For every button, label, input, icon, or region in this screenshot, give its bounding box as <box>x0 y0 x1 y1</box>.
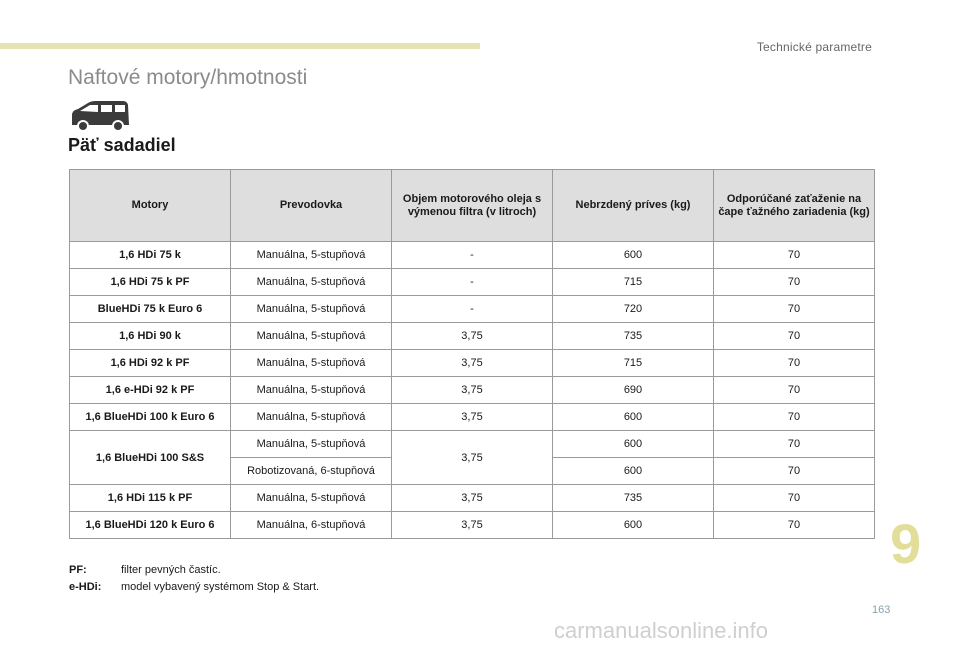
engine-cell: 1,6 e-HDi 92 k PF <box>70 377 231 404</box>
footnote-item <box>69 579 319 596</box>
gearbox-cell: Robotizovaná, 6-stupňová <box>231 458 392 485</box>
subtitle: Päť sadadiel <box>68 135 176 155</box>
oil-cell: 3,75 <box>392 404 553 431</box>
oil-cell: 3,75 <box>392 485 553 512</box>
engine-cell: 1,6 HDi 75 k PF <box>70 269 231 296</box>
column-header: Nebrzdený príves (kg) <box>553 170 714 242</box>
gearbox-cell: Manuálna, 5-stupňová <box>231 431 392 458</box>
trailer-cell: 735 <box>553 323 714 350</box>
table-row <box>70 269 875 296</box>
table-row <box>70 404 875 431</box>
column-header: Motory <box>70 170 231 242</box>
gearbox-cell: Manuálna, 5-stupňová <box>231 485 392 512</box>
load-cell: 70 <box>714 377 875 404</box>
trailer-cell: 715 <box>553 269 714 296</box>
load-cell: 70 <box>714 485 875 512</box>
table-row <box>70 323 875 350</box>
table-header-row <box>70 170 875 242</box>
oil-cell: 3,75 <box>392 350 553 377</box>
trailer-cell: 600 <box>553 242 714 269</box>
trailer-cell: 600 <box>553 404 714 431</box>
footnote-term: PF: <box>69 564 87 576</box>
chapter-number: 9 <box>890 512 922 575</box>
footnote-definition: filter pevných častíc. <box>121 564 221 576</box>
load-cell: 70 <box>714 431 875 458</box>
trailer-cell: 600 <box>553 512 714 539</box>
gearbox-cell: Manuálna, 5-stupňová <box>231 269 392 296</box>
footnote-item <box>69 562 319 579</box>
oil-cell: 3,75 <box>392 431 553 485</box>
column-header: Prevodovka <box>231 170 392 242</box>
table-row <box>70 350 875 377</box>
column-header: Objem motorového oleja s výmenou filtra (v litroch) <box>392 170 553 242</box>
page-number: 163 <box>872 604 891 616</box>
section-header: Technické parametre <box>756 40 872 54</box>
engine-cell: 1,6 HDi 75 k <box>70 242 231 269</box>
trailer-cell: 690 <box>553 377 714 404</box>
table-row <box>70 485 875 512</box>
engine-cell: 1,6 BlueHDi 120 k Euro 6 <box>70 512 231 539</box>
engine-cell: BlueHDi 75 k Euro 6 <box>70 296 231 323</box>
spec-table <box>69 169 875 539</box>
load-cell: 70 <box>714 404 875 431</box>
gearbox-cell: Manuálna, 5-stupňová <box>231 242 392 269</box>
gearbox-cell: Manuálna, 5-stupňová <box>231 323 392 350</box>
gearbox-cell: Manuálna, 5-stupňová <box>231 350 392 377</box>
table-row <box>70 377 875 404</box>
gearbox-cell: Manuálna, 5-stupňová <box>231 404 392 431</box>
table-row <box>70 242 875 269</box>
engine-cell: 1,6 HDi 90 k <box>70 323 231 350</box>
van-icon <box>68 98 132 134</box>
engine-cell: 1,6 BlueHDi 100 S&S <box>70 431 231 485</box>
gearbox-cell: Manuálna, 6-stupňová <box>231 512 392 539</box>
trailer-cell: 600 <box>553 458 714 485</box>
load-cell: 70 <box>714 458 875 485</box>
table-row <box>70 512 875 539</box>
oil-cell: - <box>392 242 553 269</box>
load-cell: 70 <box>714 242 875 269</box>
footnote-term: e-HDi: <box>69 581 102 593</box>
trailer-cell: 715 <box>553 350 714 377</box>
page-title: Naftové motory/hmotnosti <box>68 66 308 89</box>
oil-cell: - <box>392 296 553 323</box>
engine-cell: 1,6 HDi 115 k PF <box>70 485 231 512</box>
table-row <box>70 431 875 458</box>
gearbox-cell: Manuálna, 5-stupňová <box>231 377 392 404</box>
load-cell: 70 <box>714 296 875 323</box>
footnotes <box>69 562 319 596</box>
load-cell: 70 <box>714 323 875 350</box>
oil-cell: 3,75 <box>392 512 553 539</box>
trailer-cell: 600 <box>553 431 714 458</box>
gearbox-cell: Manuálna, 5-stupňová <box>231 296 392 323</box>
trailer-cell: 735 <box>553 485 714 512</box>
load-cell: 70 <box>714 350 875 377</box>
oil-cell: 3,75 <box>392 323 553 350</box>
engine-cell: 1,6 HDi 92 k PF <box>70 350 231 377</box>
column-header: Odporúčané zaťaženie na čape ťažného zariadenia (kg) <box>714 170 875 242</box>
engine-cell: 1,6 BlueHDi 100 k Euro 6 <box>70 404 231 431</box>
load-cell: 70 <box>714 269 875 296</box>
watermark: carmanualsonline.info <box>554 618 769 643</box>
footnote-definition: model vybavený systémom Stop & Start. <box>121 581 320 593</box>
accent-bar <box>0 43 480 49</box>
load-cell: 70 <box>714 512 875 539</box>
trailer-cell: 720 <box>553 296 714 323</box>
oil-cell: 3,75 <box>392 377 553 404</box>
oil-cell: - <box>392 269 553 296</box>
table-row <box>70 296 875 323</box>
